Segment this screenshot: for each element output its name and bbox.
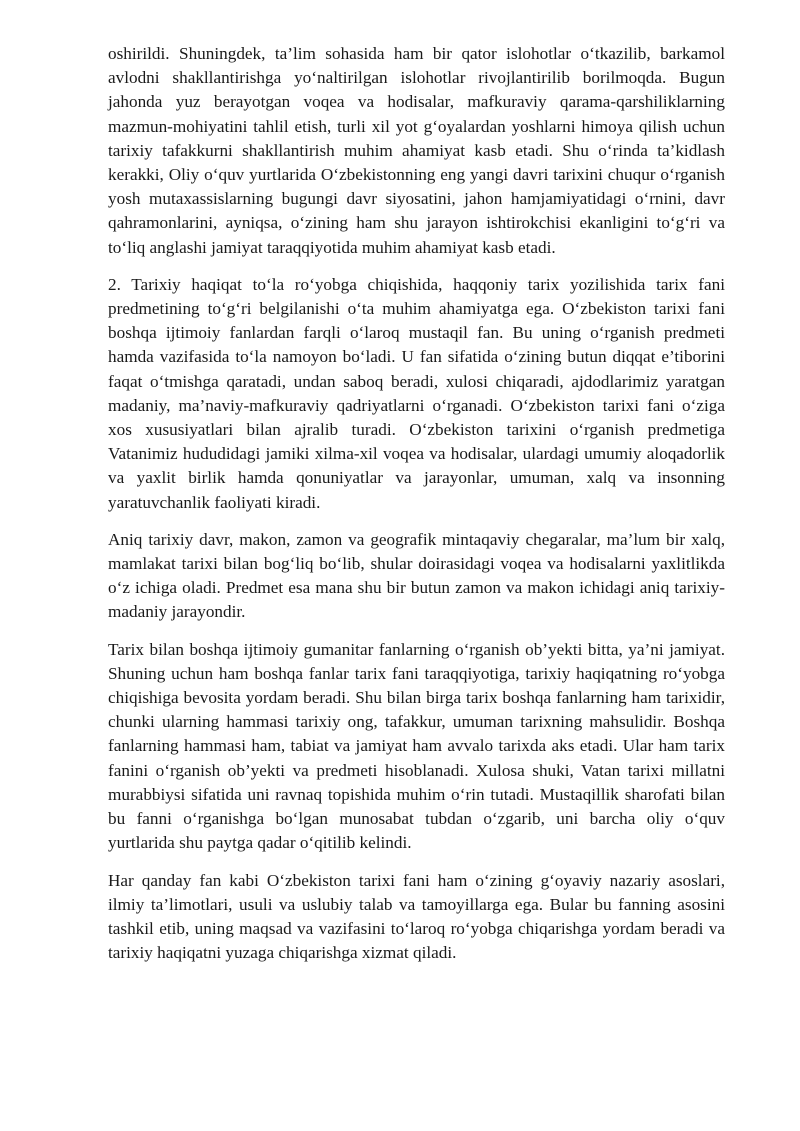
paragraph: Tarix bilan boshqa ijtimoiy gumanitar fanlarning o‘rganish ob’yekti bitta, ya’ni jamiyat. Shuning uchun ham boshqa fanlar tarix fani taraqqiyotiga, tarixiy haqiqatning ro‘yobga chiqishiga bevosita yordam beradi. Shu bilan birga tarix boshqa fanlarning ham tarixidir, chunki ularning hammasi tarixiy ong, tafakkur, umuman tarixning mahsulidir. Boshqa fanlarning hammasi ham, tabiat va jamiyat ham avvalo tarixda aks etadi. Ular ham tarix fanini o‘rganish ob’yekti va predmeti hisoblanadi. Xulosa shuki, Vatan tarixi millatni murabbiysi sifatida uni ravnaq topishida muhim o‘rin tutadi. Mustaqillik sharofati bilan bu fanni o‘rganishga bo‘lgan munosabat tubdan o‘zgarib, uni barcha oliy o‘quv yurtlarida shu paytga qadar o‘qitilib kelindi. xyxy=(108,639,725,853)
paragraph: Har qanday fan kabi O‘zbekiston tarixi fani ham o‘zining g‘oyaviy nazariy asoslari, ilmiy ta’limotlari, usuli va uslubiy talab va tamoyillarga ega. Bular bu fanning asosini tashkil etib, uning maqsad va vazifasini to‘laroq ro‘yobga chiqarishga yordam beradi va tarixiy haqiqatni yuzaga chiqarishga xizmat qiladi. xyxy=(108,870,725,963)
document-page xyxy=(108,42,725,978)
paragraph: 2. Tarixiy haqiqat to‘la ro‘yobga chiqishida, haqqoniy tarix yozilishida tarix fani predmetining to‘g‘ri belgilanishi o‘ta muhim ahamiyatga ega. O‘zbekiston tarixi fani boshqa ijtimoiy fanlardan farqli o‘laroq mustaqil fan. Bu uning o‘rganish predmeti hamda vazifasida to‘la namoyon bo‘ladi. U fan sifatida o‘zining butun diqqat e’tiborini faqat o‘tmishga qaratadi, undan saboq beradi, xulosi chiqaradi, ajdodlarimiz yaratgan madaniy, ma’naviy-mafkuraviy qadriyatlarni o‘rganadi. O‘zbekiston tarixi fani o‘ziga xos xususiyatlari bilan ajralib turadi. O‘zbekiston tarixini o‘rganish predmetiga Vatanimiz hududidagi jamiki xilma-xil voqea va hodisalar, ulardagi umumiy aloqadorlik va yaxlit birlik hamda qonuniyatlar va jarayonlar, umuman, xalq va insonning yaratuvchanlik faoliyati kiradi. xyxy=(108,274,725,512)
paragraph: Aniq tarixiy davr, makon, zamon va geografik mintaqaviy chegaralar, ma’lum bir xalq, mamlakat tarixi bilan bog‘liq bo‘lib, shular doirasidagi voqea va hodisalarni yaxlitlikda o‘z ichiga oladi. Predmet esa mana shu bir butun zamon va makon ichidagi aniq tarixiy-madaniy jarayondir. xyxy=(108,529,725,622)
paragraph: oshirildi. Shuningdek, ta’lim sohasida ham bir qator islohotlar o‘tkazilib, barkamol avlodni shakllantirishga yo‘naltirilgan islohotlar rivojlantirilib borilmoqda. Bugun jahonda yuz berayotgan voqea va hodisalar, mafkuraviy qarama-qarshiliklarning mazmun-mohiyatini tahlil etish, turli xil yot g‘oyalardan yoshlarni himoya qilish uchun tarixiy tafakkurni shakllantirish muhim ahamiyat kasb etadi. Shu o‘rinda ta’kidlash kerakki, Oliy o‘quv yurtlarida O‘zbekistonning eng yangi davri tarixini chuqur o‘rganish yosh mutaxassislarning bugungi davr siyosatini, jahon hamjamiyatidagi o‘rnini, davr qahramonlarini, ayniqsa, o‘zining ham shu jarayon ishtirokchisi ekanligini to‘g‘ri va to‘liq anglashi jamiyat taraqqiyotida muhim ahamiyat kasb etadi. xyxy=(108,44,725,257)
